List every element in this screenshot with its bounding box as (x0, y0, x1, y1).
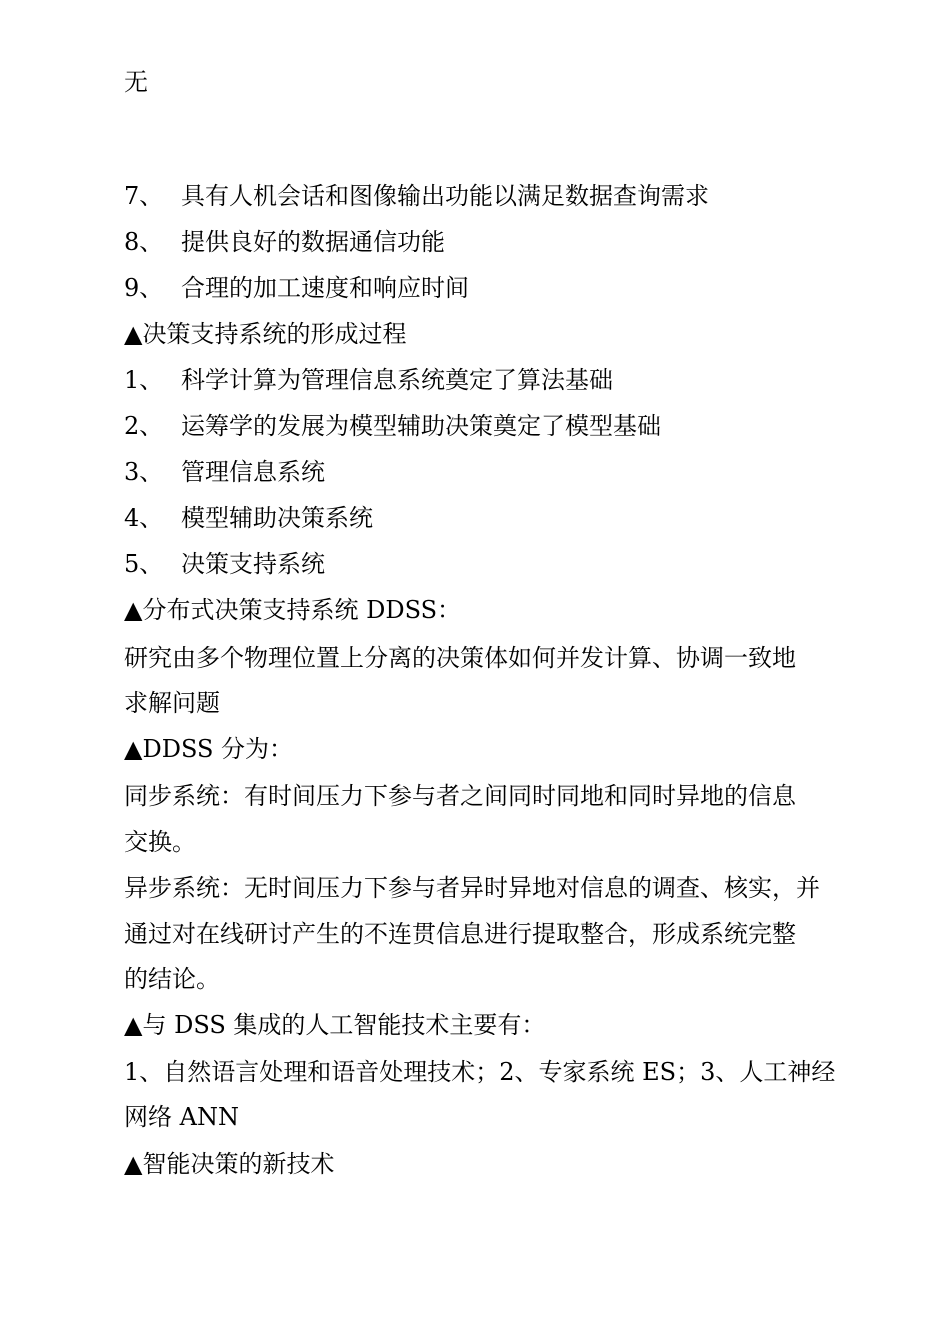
list-item (124, 227, 844, 257)
section-heading-formation: ▲决策支持系统的形成过程 (124, 320, 407, 348)
paragraph-line: 网络 ANN (124, 1103, 239, 1131)
paragraph-line: 交换。 (124, 828, 196, 856)
item-text: 科学计算为管理信息系统奠定了算法基础 (181, 366, 613, 394)
item-number: 5、 (124, 550, 164, 578)
item-number: 3、 (124, 458, 164, 486)
intro-text: 无 (124, 68, 148, 96)
list-item (124, 503, 844, 533)
section-heading-new-tech: ▲智能决策的新技术 (124, 1150, 335, 1178)
paragraph-line: 求解问题 (124, 689, 220, 717)
item-number: 7、 (124, 182, 164, 210)
item-text: 合理的加工速度和响应时间 (181, 274, 469, 302)
item-number: 4、 (124, 504, 164, 532)
paragraph-line: 的结论。 (124, 965, 220, 993)
paragraph-line: 通过对在线研讨产生的不连贯信息进行提取整合，形成系统完整 (124, 920, 796, 948)
list-item (124, 273, 844, 303)
item-text: 管理信息系统 (181, 458, 325, 486)
paragraph-line: 同步系统：有时间压力下参与者之间同时同地和同时异地的信息 (124, 782, 796, 810)
paragraph-line: 1、自然语言处理和语音处理技术；2、专家系统 ES；3、人工神经 (124, 1058, 836, 1086)
section-heading-ddss-types: ▲DDSS 分为： (124, 735, 294, 763)
item-number: 9、 (124, 274, 164, 302)
list-item (124, 411, 844, 441)
item-number: 1、 (124, 366, 164, 394)
item-text: 模型辅助决策系统 (181, 504, 373, 532)
item-text: 提供良好的数据通信功能 (181, 228, 445, 256)
item-number: 2、 (124, 412, 164, 440)
item-text: 具有人机会话和图像输出功能以满足数据查询需求 (181, 182, 709, 210)
paragraph-line: 异步系统：无时间压力下参与者异时异地对信息的调查、核实，并 (124, 874, 820, 902)
paragraph-line: 研究由多个物理位置上分离的决策体如何并发计算、协调一致地 (124, 644, 796, 672)
item-number: 8、 (124, 228, 164, 256)
list-item (124, 457, 844, 487)
list-item (124, 549, 844, 579)
item-text: 运筹学的发展为模型辅助决策奠定了模型基础 (181, 412, 661, 440)
section-heading-ddss: ▲分布式决策支持系统 DDSS： (124, 596, 462, 624)
section-heading-ai: ▲与 DSS 集成的人工智能技术主要有： (124, 1011, 546, 1039)
item-text: 决策支持系统 (181, 550, 325, 578)
list-item (124, 365, 844, 395)
list-item (124, 181, 844, 211)
